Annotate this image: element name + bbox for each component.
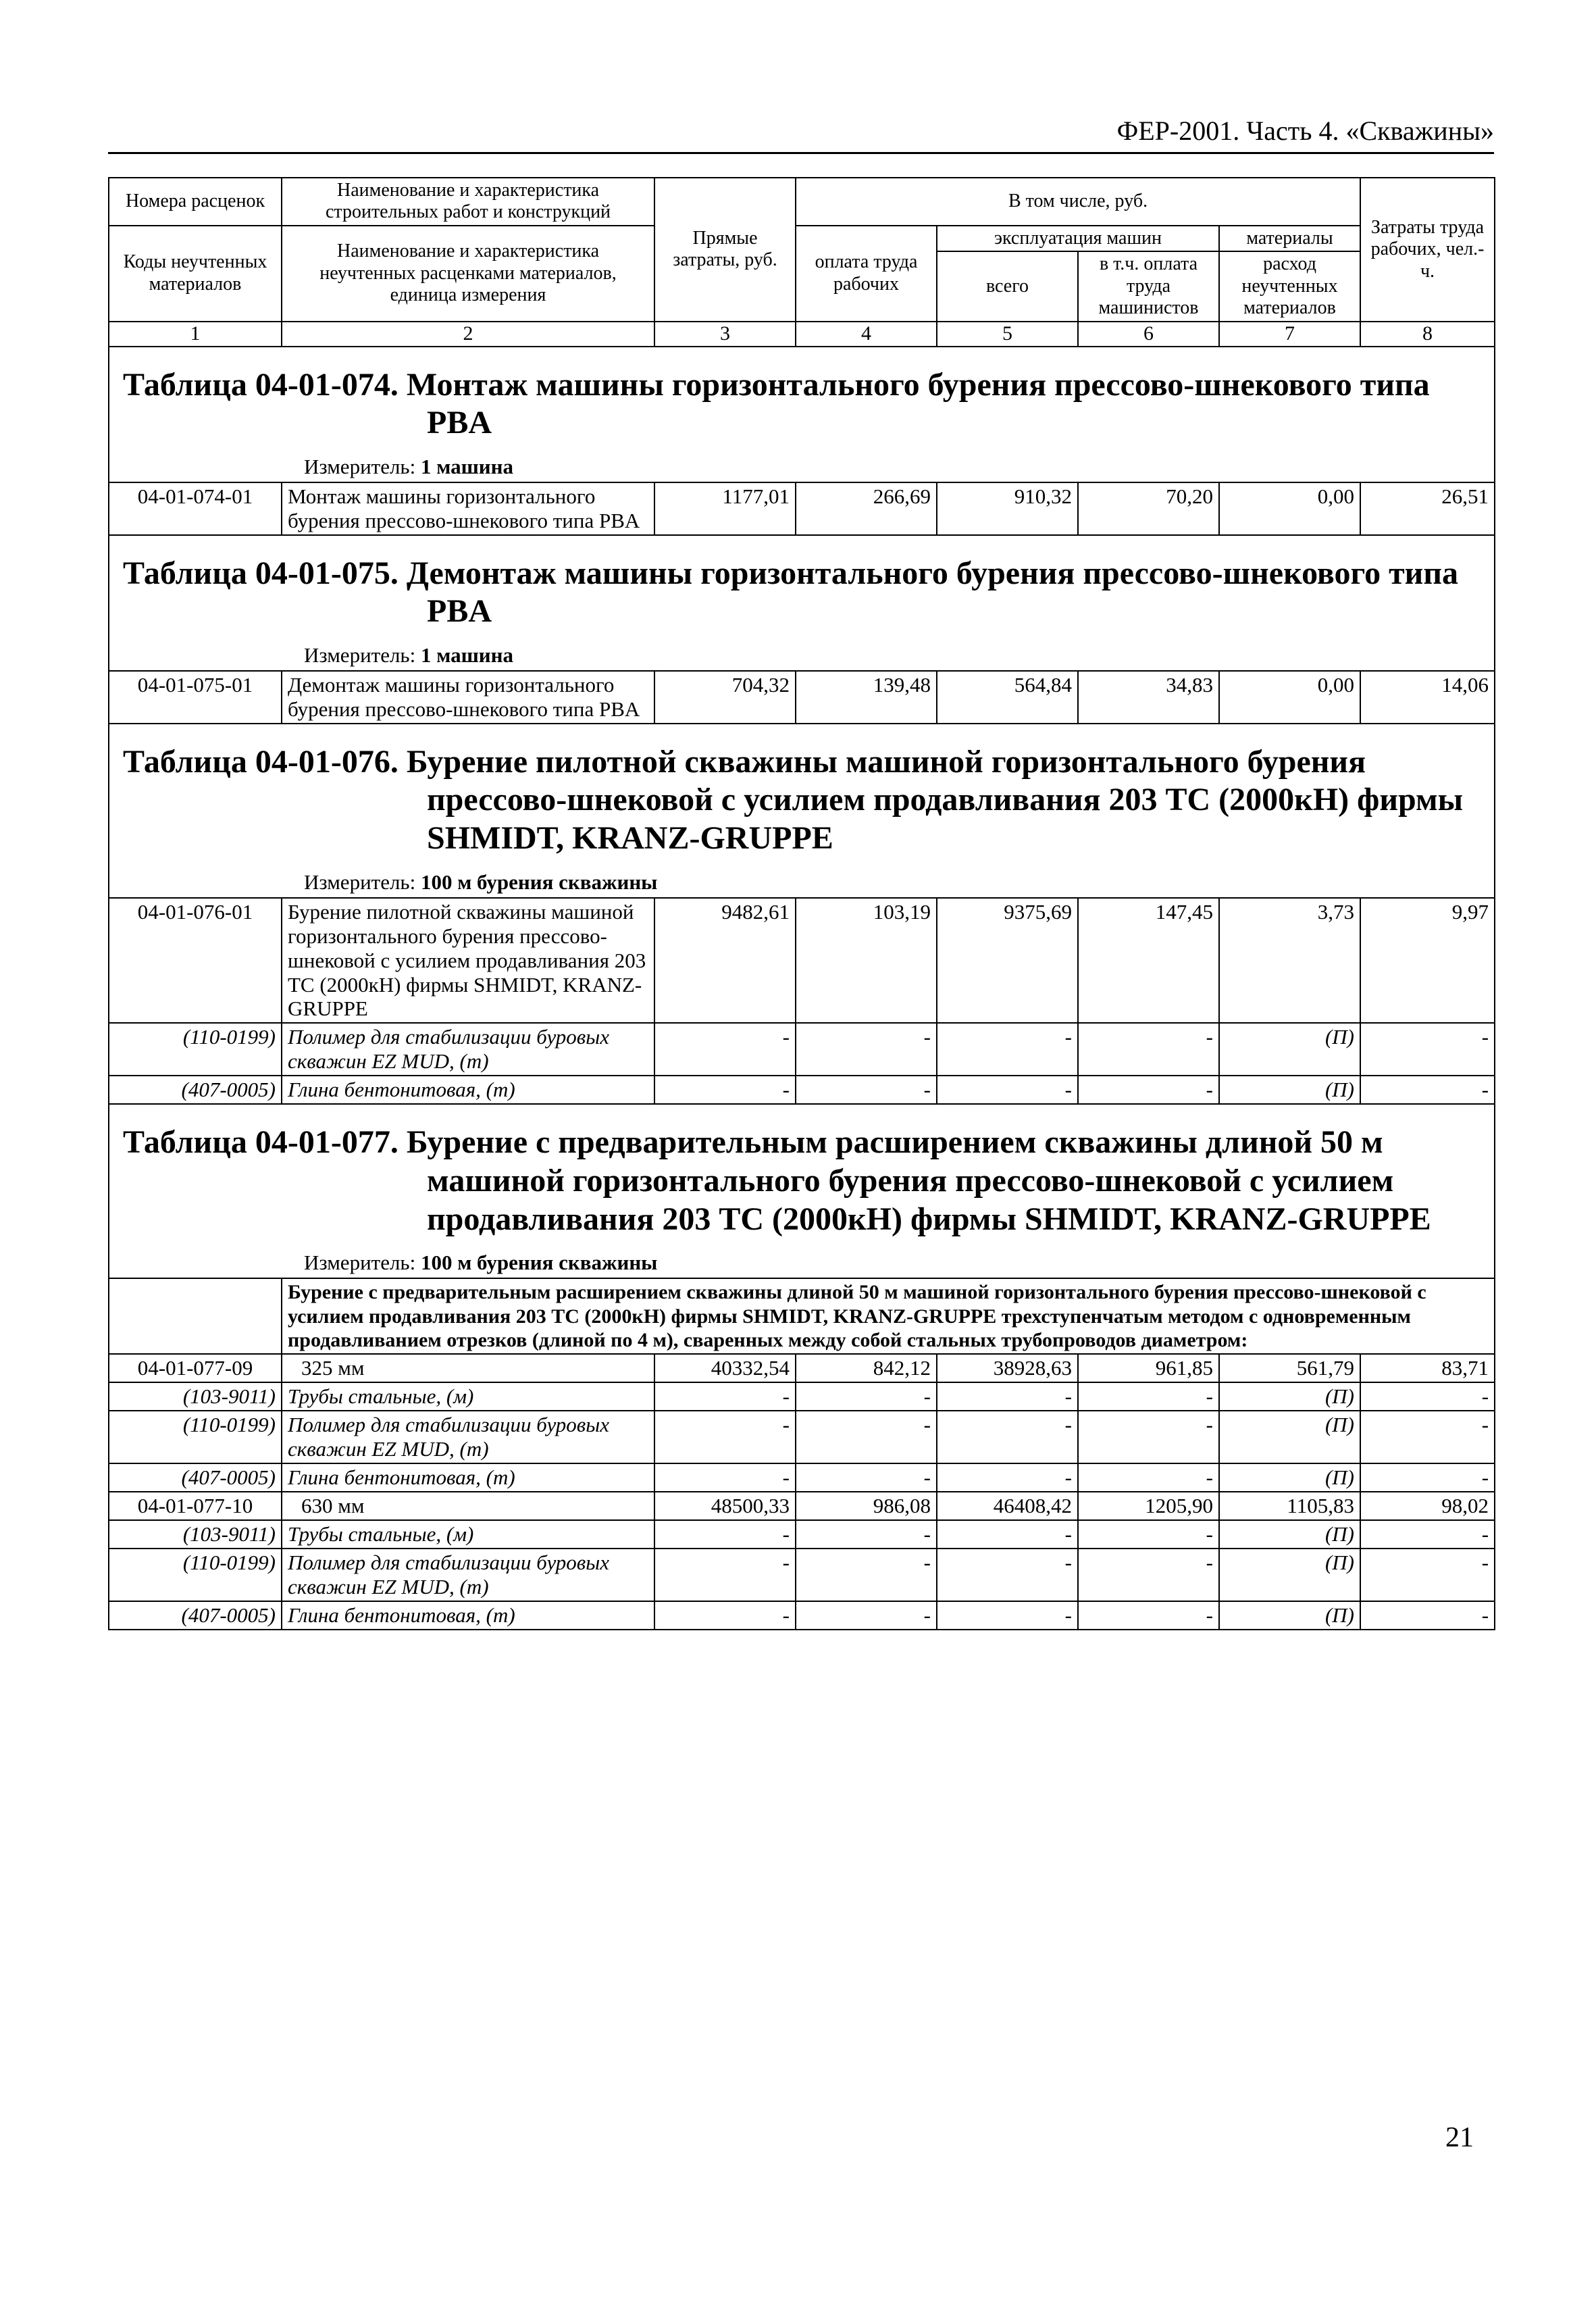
table-076-measure <box>123 870 1481 895</box>
header-machines-total: всего <box>937 251 1078 321</box>
material-row <box>109 1023 1495 1076</box>
machines-total: - <box>937 1463 1078 1492</box>
labor-hours: - <box>1360 1411 1495 1463</box>
table-077-description-row <box>109 1278 1495 1354</box>
machines-total: 564,84 <box>937 671 1078 724</box>
column-number: 2 <box>282 322 654 347</box>
material-name: Полимер для стабилизации буровых скважин EZ MUD, (т) <box>282 1411 654 1463</box>
table-077-description: Бурение с предварительным расширением скважины длиной 50 м машиной горизонтального бурения прессово-шнековой с усилием продавливания 203 TC (2000кН) фирмы SHMIDT, KRANZ-GRUPPE трехступенчатым методом с одновременным продавливанием отрезков (длиной по 4 м), сваренных между собой стальных трубопроводов диаметром: <box>282 1278 1495 1354</box>
labor-hours: - <box>1360 1076 1495 1104</box>
direct-costs: 1177,01 <box>654 482 796 535</box>
labor-pay: - <box>796 1382 937 1411</box>
measure-label: Измеритель: <box>304 1251 416 1275</box>
labor-hours: - <box>1360 1549 1495 1601</box>
labor-pay: 103,19 <box>796 898 937 1024</box>
machinist-pay: - <box>1078 1076 1219 1104</box>
machinist-pay: 34,83 <box>1078 671 1219 724</box>
material-row <box>109 1463 1495 1492</box>
machines-total: - <box>937 1601 1078 1630</box>
measure-value: 100 м бурения скважины <box>420 870 658 894</box>
labor-pay: - <box>796 1601 937 1630</box>
table-row <box>109 1354 1495 1382</box>
machinist-pay: 70,20 <box>1078 482 1219 535</box>
measure-value: 1 машина <box>420 643 513 667</box>
materials-cost: (П) <box>1219 1601 1360 1630</box>
labor-hours: 9,97 <box>1360 898 1495 1024</box>
material-row <box>109 1382 1495 1411</box>
machines-total: - <box>937 1520 1078 1549</box>
labor-pay: 266,69 <box>796 482 937 535</box>
table-077-title-row <box>109 1104 1495 1278</box>
direct-costs: 40332,54 <box>654 1354 796 1382</box>
material-code: (407-0005) <box>109 1601 282 1630</box>
materials-cost: 1105,83 <box>1219 1492 1360 1520</box>
column-number: 3 <box>654 322 796 347</box>
table-076-title: Таблица 04-01-076. Бурение пилотной скважины машиной горизонтального бурения прессово-шнековой с усилием продавливания 203 TC (2000кН) фирмы SHMIDT, KRANZ-GRUPPE <box>123 743 1464 857</box>
direct-costs: - <box>654 1520 796 1549</box>
column-number: 4 <box>796 322 937 347</box>
running-header <box>108 115 1494 154</box>
materials-cost: 561,79 <box>1219 1354 1360 1382</box>
labor-hours: - <box>1360 1601 1495 1630</box>
measure-value: 1 машина <box>420 454 513 478</box>
header-machinist-pay: в т.ч. оплата труда машинистов <box>1078 251 1219 321</box>
direct-costs: - <box>654 1411 796 1463</box>
header-row-1 <box>109 178 1495 226</box>
table-075-title-row <box>109 535 1495 671</box>
labor-pay: 842,12 <box>796 1354 937 1382</box>
header-including: В том числе, руб. <box>796 178 1360 226</box>
materials-cost: 3,73 <box>1219 898 1360 1024</box>
direct-costs: 704,32 <box>654 671 796 724</box>
header-col2-bottom: Наименование и характеристика неучтенных расценками материалов, единица измерения <box>282 226 654 322</box>
machinist-pay: - <box>1078 1549 1219 1601</box>
material-row <box>109 1549 1495 1601</box>
direct-costs: - <box>654 1601 796 1630</box>
table-row <box>109 1492 1495 1520</box>
table-076-title-row <box>109 724 1495 898</box>
material-name: Глина бентонитовая, (т) <box>282 1463 654 1492</box>
materials-cost: (П) <box>1219 1382 1360 1411</box>
page-number: 21 <box>1445 2122 1474 2153</box>
machines-total: - <box>937 1411 1078 1463</box>
header-labor-pay: оплата труда рабочих <box>796 226 937 322</box>
header-col1-bottom: Коды неучтенных материалов <box>109 226 282 322</box>
column-number: 1 <box>109 322 282 347</box>
table-074-title: Таблица 04-01-074. Монтаж машины горизонтального бурения прессово-шнекового типа PBA <box>123 366 1430 441</box>
rate-code: 04-01-077-09 <box>109 1354 282 1382</box>
materials-cost: (П) <box>1219 1023 1360 1076</box>
material-name: Глина бентонитовая, (т) <box>282 1601 654 1630</box>
labor-hours: 98,02 <box>1360 1492 1495 1520</box>
labor-pay: - <box>796 1463 937 1492</box>
labor-pay: - <box>796 1023 937 1076</box>
rate-name: 325 мм <box>282 1354 654 1382</box>
labor-pay: - <box>796 1549 937 1601</box>
machinist-pay: - <box>1078 1601 1219 1630</box>
rate-code: 04-01-076-01 <box>109 898 282 1024</box>
table-row <box>109 898 1495 1024</box>
materials-cost: (П) <box>1219 1076 1360 1104</box>
labor-hours: - <box>1360 1023 1495 1076</box>
labor-hours: - <box>1360 1520 1495 1549</box>
table-077-title: Таблица 04-01-077. Бурение с предварительным расширением скважины длиной 50 м машиной горизонтального бурения прессово-шнековой с усилием продавливания 203 TC (2000кН) фирмы SHMIDT, KRANZ-GRUPPE <box>123 1124 1431 1237</box>
rate-name: Бурение пилотной скважины машиной горизонтального бурения прессово-шнековой с усилием продавливания 203 TC (2000кН) фирмы SHMIDT, KRANZ-GRUPPE <box>282 898 654 1024</box>
material-name: Глина бентонитовая, (т) <box>282 1076 654 1104</box>
header-labor-costs: Затраты труда рабочих, чел.-ч. <box>1360 178 1495 322</box>
material-name: Полимер для стабилизации буровых скважин EZ MUD, (т) <box>282 1023 654 1076</box>
material-name: Трубы стальные, (м) <box>282 1520 654 1549</box>
table-row <box>109 671 1495 724</box>
column-numbers-row <box>109 322 1495 347</box>
material-name: Полимер для стабилизации буровых скважин EZ MUD, (т) <box>282 1549 654 1601</box>
material-row <box>109 1076 1495 1104</box>
machines-total: - <box>937 1382 1078 1411</box>
labor-pay: - <box>796 1411 937 1463</box>
column-number: 5 <box>937 322 1078 347</box>
machines-total: - <box>937 1023 1078 1076</box>
material-code: (103-9011) <box>109 1520 282 1549</box>
material-code: (110-0199) <box>109 1411 282 1463</box>
machines-total: 46408,42 <box>937 1492 1078 1520</box>
table-075-title: Таблица 04-01-075. Демонтаж машины горизонтального бурения прессово-шнекового типа PBA <box>123 555 1458 630</box>
rate-code: 04-01-075-01 <box>109 671 282 724</box>
machinist-pay: - <box>1078 1520 1219 1549</box>
direct-costs: - <box>654 1463 796 1492</box>
material-code: (407-0005) <box>109 1463 282 1492</box>
machines-total: 910,32 <box>937 482 1078 535</box>
header-row-2 <box>109 226 1495 251</box>
column-number: 7 <box>1219 322 1360 347</box>
machines-total: 38928,63 <box>937 1354 1078 1382</box>
column-number: 6 <box>1078 322 1219 347</box>
machinist-pay: 147,45 <box>1078 898 1219 1024</box>
direct-costs: 9482,61 <box>654 898 796 1024</box>
labor-pay: 986,08 <box>796 1492 937 1520</box>
materials-cost: (П) <box>1219 1411 1360 1463</box>
labor-hours: - <box>1360 1463 1495 1492</box>
labor-hours: - <box>1360 1382 1495 1411</box>
labor-hours: 83,71 <box>1360 1354 1495 1382</box>
column-number: 8 <box>1360 322 1495 347</box>
direct-costs: - <box>654 1023 796 1076</box>
pricing-table <box>108 177 1495 1630</box>
table-074-measure <box>123 455 1481 479</box>
materials-cost: 0,00 <box>1219 482 1360 535</box>
material-name: Трубы стальные, (м) <box>282 1382 654 1411</box>
materials-cost: 0,00 <box>1219 671 1360 724</box>
running-title: ФЕР-2001. Часть 4. «Скважины» <box>1116 116 1494 146</box>
labor-pay: - <box>796 1520 937 1549</box>
direct-costs: 48500,33 <box>654 1492 796 1520</box>
table-075-measure <box>123 643 1481 668</box>
material-code: (110-0199) <box>109 1023 282 1076</box>
measure-label: Измеритель: <box>304 454 416 478</box>
labor-pay: 139,48 <box>796 671 937 724</box>
machinist-pay: - <box>1078 1463 1219 1492</box>
materials-cost: (П) <box>1219 1549 1360 1601</box>
table-074-title-row <box>109 347 1495 482</box>
rate-name: Монтаж машины горизонтального бурения прессово-шнекового типа PBA <box>282 482 654 535</box>
rate-name: Демонтаж машины горизонтального бурения прессово-шнекового типа PBA <box>282 671 654 724</box>
header-col2-top: Наименование и характеристика строительных работ и конструкций <box>282 178 654 226</box>
direct-costs: - <box>654 1382 796 1411</box>
machines-total: - <box>937 1076 1078 1104</box>
material-code: (407-0005) <box>109 1076 282 1104</box>
machinist-pay: - <box>1078 1023 1219 1076</box>
header-materials: материалы <box>1219 226 1360 251</box>
table-077-measure <box>123 1251 1481 1275</box>
material-code: (103-9011) <box>109 1382 282 1411</box>
material-row <box>109 1601 1495 1630</box>
table-row <box>109 482 1495 535</box>
material-row <box>109 1411 1495 1463</box>
measure-label: Измеритель: <box>304 643 416 667</box>
header-machine-operation: эксплуатация машин <box>937 226 1219 251</box>
direct-costs: - <box>654 1549 796 1601</box>
labor-hours: 26,51 <box>1360 482 1495 535</box>
machines-total: 9375,69 <box>937 898 1078 1024</box>
machinist-pay: - <box>1078 1382 1219 1411</box>
rate-code: 04-01-074-01 <box>109 482 282 535</box>
measure-value: 100 м бурения скважины <box>420 1251 658 1275</box>
machinist-pay: 1205,90 <box>1078 1492 1219 1520</box>
header-unaccounted-materials: расход неучтенных материалов <box>1219 251 1360 321</box>
material-row <box>109 1520 1495 1549</box>
direct-costs: - <box>654 1076 796 1104</box>
labor-hours: 14,06 <box>1360 671 1495 724</box>
measure-label: Измеритель: <box>304 870 416 894</box>
machinist-pay: - <box>1078 1411 1219 1463</box>
materials-cost: (П) <box>1219 1463 1360 1492</box>
material-code: (110-0199) <box>109 1549 282 1601</box>
machinist-pay: 961,85 <box>1078 1354 1219 1382</box>
rate-code: 04-01-077-10 <box>109 1492 282 1520</box>
header-direct-costs: Прямые затраты, руб. <box>654 178 796 322</box>
machines-total: - <box>937 1549 1078 1601</box>
rate-name: 630 мм <box>282 1492 654 1520</box>
header-col1-top: Номера расценок <box>109 178 282 226</box>
materials-cost: (П) <box>1219 1520 1360 1549</box>
labor-pay: - <box>796 1076 937 1104</box>
